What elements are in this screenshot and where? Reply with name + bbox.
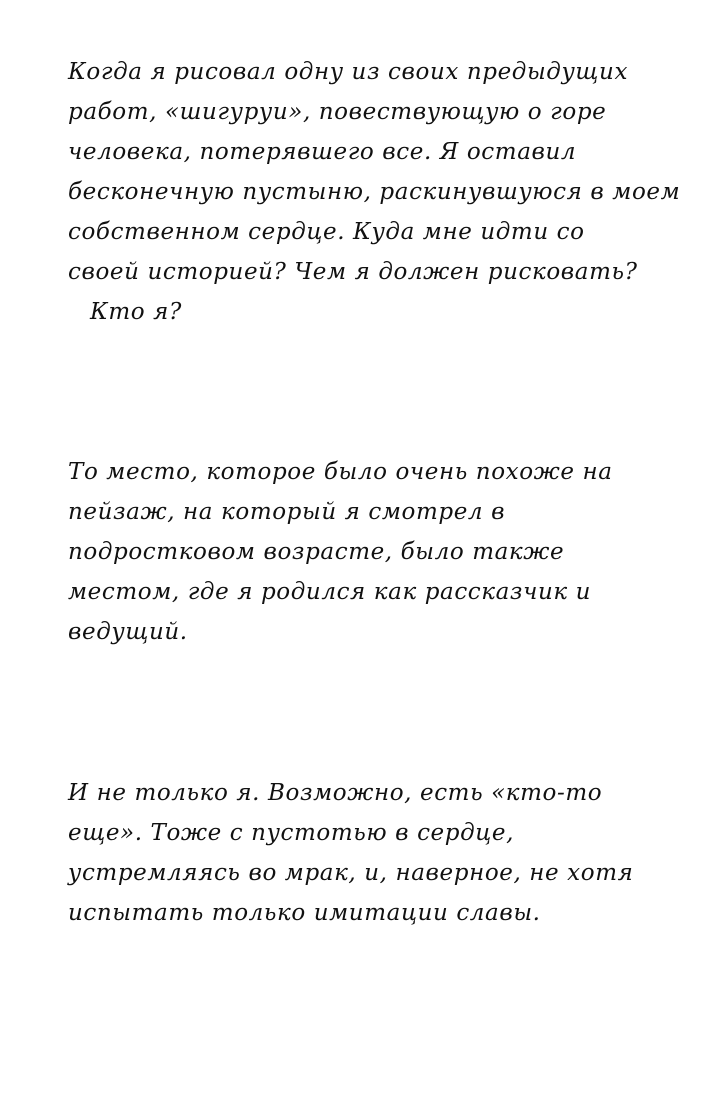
paragraph-3: [68, 773, 668, 933]
text-line: ведущий.: [68, 619, 188, 645]
text-line: местом, где я родился как рассказчик и: [68, 579, 592, 605]
text-line: работ, «шигуруи», повествующую о горе: [68, 99, 607, 125]
paragraph-1: [68, 52, 681, 332]
text-line: испытать только имитации славы.: [68, 900, 541, 926]
text-line: собственном сердце. Куда мне идти со: [68, 219, 585, 245]
text-line: И не только я. Возможно, есть «кто-то: [68, 780, 603, 806]
text-line: Когда я рисовал одну из своих предыдущих: [68, 59, 629, 85]
text-line: бесконечную пустыню, раскинувшуюся в моем: [68, 179, 681, 205]
text-line: пейзаж, на который я смотрел в: [68, 499, 506, 525]
text-line: своей историей? Чем я должен рисковать?: [68, 259, 638, 285]
text-line: еще». Тоже с пустотью в сердце,: [68, 820, 515, 846]
text-line: человека, потерявшего все. Я оставил: [68, 139, 577, 165]
text-line: То место, которое было очень похоже на: [68, 459, 613, 485]
text-line: Кто я?: [90, 299, 182, 325]
text-line: подростковом возрасте, было также: [68, 539, 565, 565]
paragraph-2: [68, 452, 668, 652]
text-line: устремляясь во мрак, и, наверное, не хотя: [68, 860, 634, 886]
